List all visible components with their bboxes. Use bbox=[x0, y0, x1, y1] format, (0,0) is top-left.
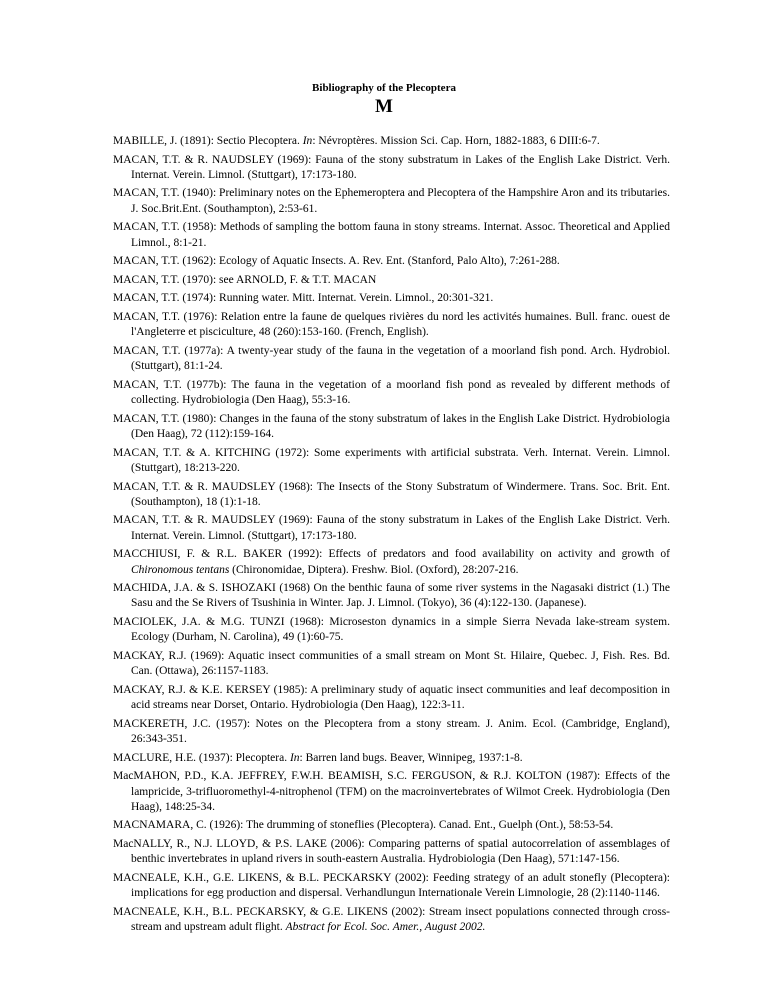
reference-entry bbox=[113, 186, 670, 217]
reference-italic-text: Abstract for Ecol. Soc. Amer., August 2002. bbox=[285, 921, 486, 934]
reference-entry bbox=[113, 378, 670, 409]
reference-entry bbox=[113, 751, 670, 766]
reference-italic-text: In bbox=[289, 751, 300, 764]
reference-text: MACAN, T.T. & R. MAUDSLEY (1968): The Insects of the Stony Substratum of Windermere. Trans. Soc. Brit. Ent. (Southampton), 18 (1):1-18. bbox=[113, 480, 670, 508]
reference-text: MACNAMARA, C. (1926): The drumming of stoneflies (Plecoptera). Canad. Ent., Guelph (Ont.), 58:53-54. bbox=[113, 819, 614, 832]
reference-entry bbox=[113, 581, 670, 612]
reference-text: MACAN, T.T. (1977a): A twenty-year study of the fauna in the vegetation of a moorland fish pond. Arch. Hydrobiol. (Stuttgart), 81:1-24. bbox=[113, 344, 670, 373]
reference-entry bbox=[113, 615, 670, 646]
page-header: Bibliography of the Plecoptera bbox=[312, 82, 456, 94]
reference-entry bbox=[113, 412, 670, 443]
section-letter: M bbox=[375, 96, 393, 117]
reference-entry bbox=[113, 254, 670, 269]
reference-entry bbox=[113, 837, 670, 868]
reference-text: MACAN, T.T. & A. KITCHING (1972): Some experiments with artificial substrata. Verh. Internat. Verein. Limnol. (Stuttgart), 18:213-220. bbox=[113, 446, 670, 474]
reference-text: MacNALLY, R., N.J. LLOYD, & P.S. LAKE (2006): Comparing patterns of spatial autocorrelation of assemblages of benthic invertebrates in upland rivers in south-eastern Australia. Hydrobiologia (Den Haag), 571:147-156. bbox=[113, 838, 670, 866]
reference-text: MACKAY, R.J. & K.E. KERSEY (1985): A preliminary study of aquatic insect communities and leaf decomposition in acid streams near Dorset, Ontario. Hydrobiologia (Den Haag), 122:3-11. bbox=[113, 683, 670, 712]
reference-italic-text: Chironomous tentans bbox=[131, 563, 230, 576]
reference-text: MACAN, T.T. & R. NAUDSLEY (1969): Fauna of the stony substratum in Lakes of the English Lake District. Verh. Internat. Verein. Limnol. (Stuttgart), 17:173-180. bbox=[113, 153, 670, 181]
reference-text: : Barren land bugs. Beaver, Winnipeg, 1937:1-8. bbox=[299, 751, 523, 764]
reference-entry bbox=[113, 683, 670, 714]
reference-entry bbox=[113, 717, 670, 748]
reference-text: : Névroptères. Mission Sci. Cap. Horn, 1882-1883, 6 DIII:6-7. bbox=[312, 135, 600, 147]
reference-entry bbox=[113, 344, 670, 375]
reference-text: MACAN, T.T. (1970): see ARNOLD, F. & T.T. MACAN bbox=[113, 273, 377, 286]
reference-text: MACAN, T.T. (1962): Ecology of Aquatic Insects. A. Rev. Ent. (Stanford, Palo Alto), 7:261-288. bbox=[113, 255, 560, 268]
reference-entry bbox=[113, 871, 670, 902]
reference-text: MACLURE, H.E. (1937): Plecoptera. bbox=[113, 751, 290, 764]
reference-entry bbox=[113, 905, 670, 936]
reference-text: MACAN, T.T. (1977b): The fauna in the vegetation of a moorland fish pond as revealed by different methods of collecting. Hydrobiologia (Den Haag), 55:3-16. bbox=[113, 378, 670, 407]
reference-text: MACAN, T.T. (1974): Running water. Mitt. Internat. Verein. Limnol., 20:301-321. bbox=[113, 292, 494, 305]
reference-text: MACNEALE, K.H., G.E. LIKENS, & B.L. PECKARSKY (2002): Feeding strategy of an adult stonefly (Plecoptera): implications for egg production and dispersal. Verhandlungun Internationale Verein Limnologie, 28 (2):1140-1146. bbox=[113, 871, 670, 900]
reference-text: MACHIDA, J.A. & S. ISHOZAKI (1968) On the benthic fauna of some river systems in the Nagasaki district (1.) The Sasu and the Se Rivers of Tsushinia in Winter. Jap. J. Limnol. (Tokyo), 36 (4):122-130. (Japanese). bbox=[113, 582, 670, 610]
reference-entry bbox=[113, 513, 670, 544]
reference-text: MACAN, T.T. (1980): Changes in the fauna of the stony substratum of lakes in the English Lake District. Hydrobiologia (Den Haag), 72 (112):159-164. bbox=[113, 412, 670, 441]
reference-entry bbox=[113, 480, 670, 511]
reference-entry bbox=[113, 134, 670, 149]
reference-text: MACKAY, R.J. (1969): Aquatic insect communities of a small stream on Mont St. Hilaire, Quebec. J, Fish. Res. Bd. Can. (Ottawa), 26:1157-1183. bbox=[113, 649, 670, 678]
reference-entry bbox=[113, 547, 670, 578]
reference-text: MACAN, T.T. (1940): Preliminary notes on the Ephemeroptera and Plecoptera of the Hampshire Aron and its tributaries. J. Soc.Brit.Ent. (Southampton), 2:53-61. bbox=[113, 187, 670, 215]
reference-text: MACKERETH, J.C. (1957): Notes on the Plecoptera from a stony stream. J. Anim. Ecol. (Cambridge, England), 26:343-351. bbox=[113, 717, 670, 746]
reference-text: (Chironomidae, Diptera). Freshw. Biol. (Oxford), 28:207-216. bbox=[229, 563, 519, 576]
reference-entry bbox=[113, 291, 670, 306]
reference-text: MACCHIUSI, F. & R.L. BAKER (1992): Effects of predators and food availability on activity and growth of bbox=[113, 548, 670, 561]
reference-italic-text: In bbox=[302, 135, 313, 147]
reference-text: MACNEALE, K.H., B.L. PECKARSKY, & G.E. LIKENS (2002): Stream insect populations connected through cross-stream and upstream adult flight. bbox=[113, 905, 670, 934]
reference-list bbox=[113, 134, 670, 939]
reference-entry bbox=[113, 446, 670, 477]
reference-text: MABILLE, J. (1891): Sectio Plecoptera. bbox=[113, 135, 303, 147]
reference-entry bbox=[113, 273, 670, 288]
reference-entry bbox=[113, 220, 670, 251]
reference-entry bbox=[113, 769, 670, 815]
reference-text: MACAN, T.T. (1976): Relation entre la faune de quelques rivières du nord les activités humaines. Bull. franc. ouest de l'Angleterre et pisciculture, 48 (260):153-160. (French, English). bbox=[113, 311, 670, 339]
reference-entry bbox=[113, 310, 670, 341]
reference-entry bbox=[113, 649, 670, 680]
reference-text: MacMAHON, P.D., K.A. JEFFREY, F.W.H. BEAMISH, S.C. FERGUSON, & R.J. KOLTON (1987): Effects of the lampricide, 3-trifluoromethyl-4-nitrophenol (TFM) on the macroinvertebrates of Wilmot Creek. Hydrobiologia (Den Haag), 148:25-34. bbox=[113, 770, 670, 813]
reference-entry bbox=[113, 818, 670, 833]
reference-text: MACIOLEK, J.A. & M.G. TUNZI (1968): Microseston dynamics in a simple Sierra Nevada lake-stream system. Ecology (Durham, N. Carolina), 49 (1):60-75. bbox=[113, 616, 670, 644]
reference-entry bbox=[113, 153, 670, 184]
reference-text: MACAN, T.T. (1958): Methods of sampling the bottom fauna in stony streams. Internat. Assoc. Theoretical and Applied Limnol., 8:1-21. bbox=[113, 221, 670, 249]
reference-text: MACAN, T.T. & R. MAUDSLEY (1969): Fauna of the stony substratum in Lakes of the English Lake District. Verh. Internat. Verein. Limnol. (Stuttgart), 17:173-180. bbox=[113, 514, 670, 542]
